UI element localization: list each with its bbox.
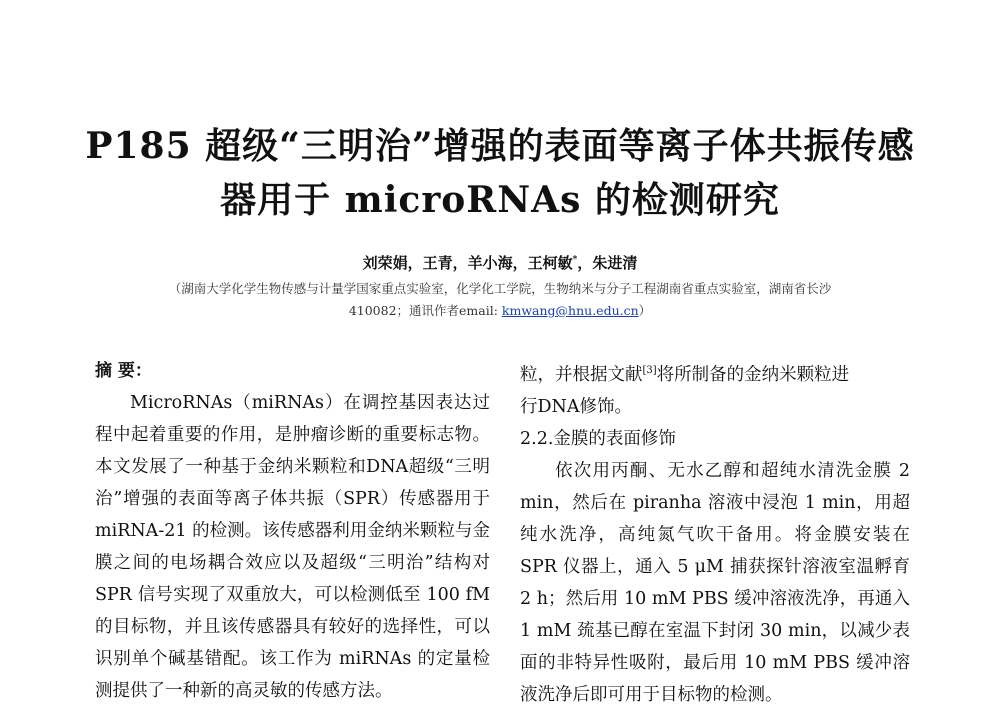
abstract-body: MicroRNAs（miRNAs）在调控基因表达过程中起着重要的作用，是肿瘤诊断的重要标志物。本文发展了一种基于金纳米颗粒和DNA超级“三明治”增强的表面等离子体共振（SPR）传感器用于 miRNA-21 的检测。该传感器利用金纳米颗粒与金膜之间的电场耦合效应以及超级“三明治”结构对 SPR 信号实现了双重放大，可以检测低至 100 fM 的目标物，并且该传感器具有较好的选择性，可以识别单个碱基错配。该工作为 miRNAs 的定量检测提供了一种新的高灵敏的传感方法。 (95, 393, 490, 701)
left-column (95, 355, 490, 707)
affiliation-prefix: 410082；通讯作者email: (348, 303, 502, 318)
continued-text-before-ref: 粒，并根据文献 (520, 364, 643, 385)
continued-text-after-ref: 将所制备的金纳米颗粒进 (656, 364, 850, 385)
affiliation-line-2 (100, 300, 900, 322)
email-link[interactable]: kmwang@hnu.edu.cn (501, 303, 639, 318)
paper-title-line-1: P185 超级“三明治”增强的表面等离子体共振传感 (85, 125, 915, 167)
abstract-heading: 摘 要： (95, 361, 152, 381)
section-2-2-body: 依次用丙酮、无水乙醇和超纯水清洗金膜 2 min，然后在 piranha 溶液中浸泡 1 min，用超纯水洗净，高纯氮气吹干备用。将金膜安装在 SPR 仪器上，通入 5 μM 捕获探针溶液室温孵育 2 h；然后用 10 mM PBS 缓冲溶液洗净，再通入 1 mM 巯基已醇在室温下封闭 30 min，以减少表面的非特异性吸附，最后用 10 mM PBS 缓冲溶液洗净后即可用于目标物的检测。 (520, 460, 910, 705)
authors-text-after: ，朱进清 (577, 254, 638, 272)
section-heading-2-2: 2.2.金膜的表面修饰 (520, 428, 676, 449)
continued-paragraph-line-1 (520, 355, 910, 391)
affiliation-line-1: （湖南大学化学生物传感与计量学国家重点实验室，化学化工学院，生物纳米与分子工程湖南省重点实验室，湖南省长沙 (168, 281, 832, 296)
continued-paragraph-line-2: 行DNA修饰。 (520, 396, 632, 417)
corresponding-author-mark: * (572, 255, 578, 265)
affiliation-suffix: ） (638, 303, 652, 318)
right-column (520, 355, 910, 711)
authors-text: 刘荣娟，王青，羊小海，王柯敏 (362, 254, 573, 272)
author-list (0, 252, 1000, 273)
paper-title-line-2: 器用于 microRNAs 的检测研究 (220, 179, 780, 221)
citation-ref[interactable]: [3] (642, 365, 657, 376)
